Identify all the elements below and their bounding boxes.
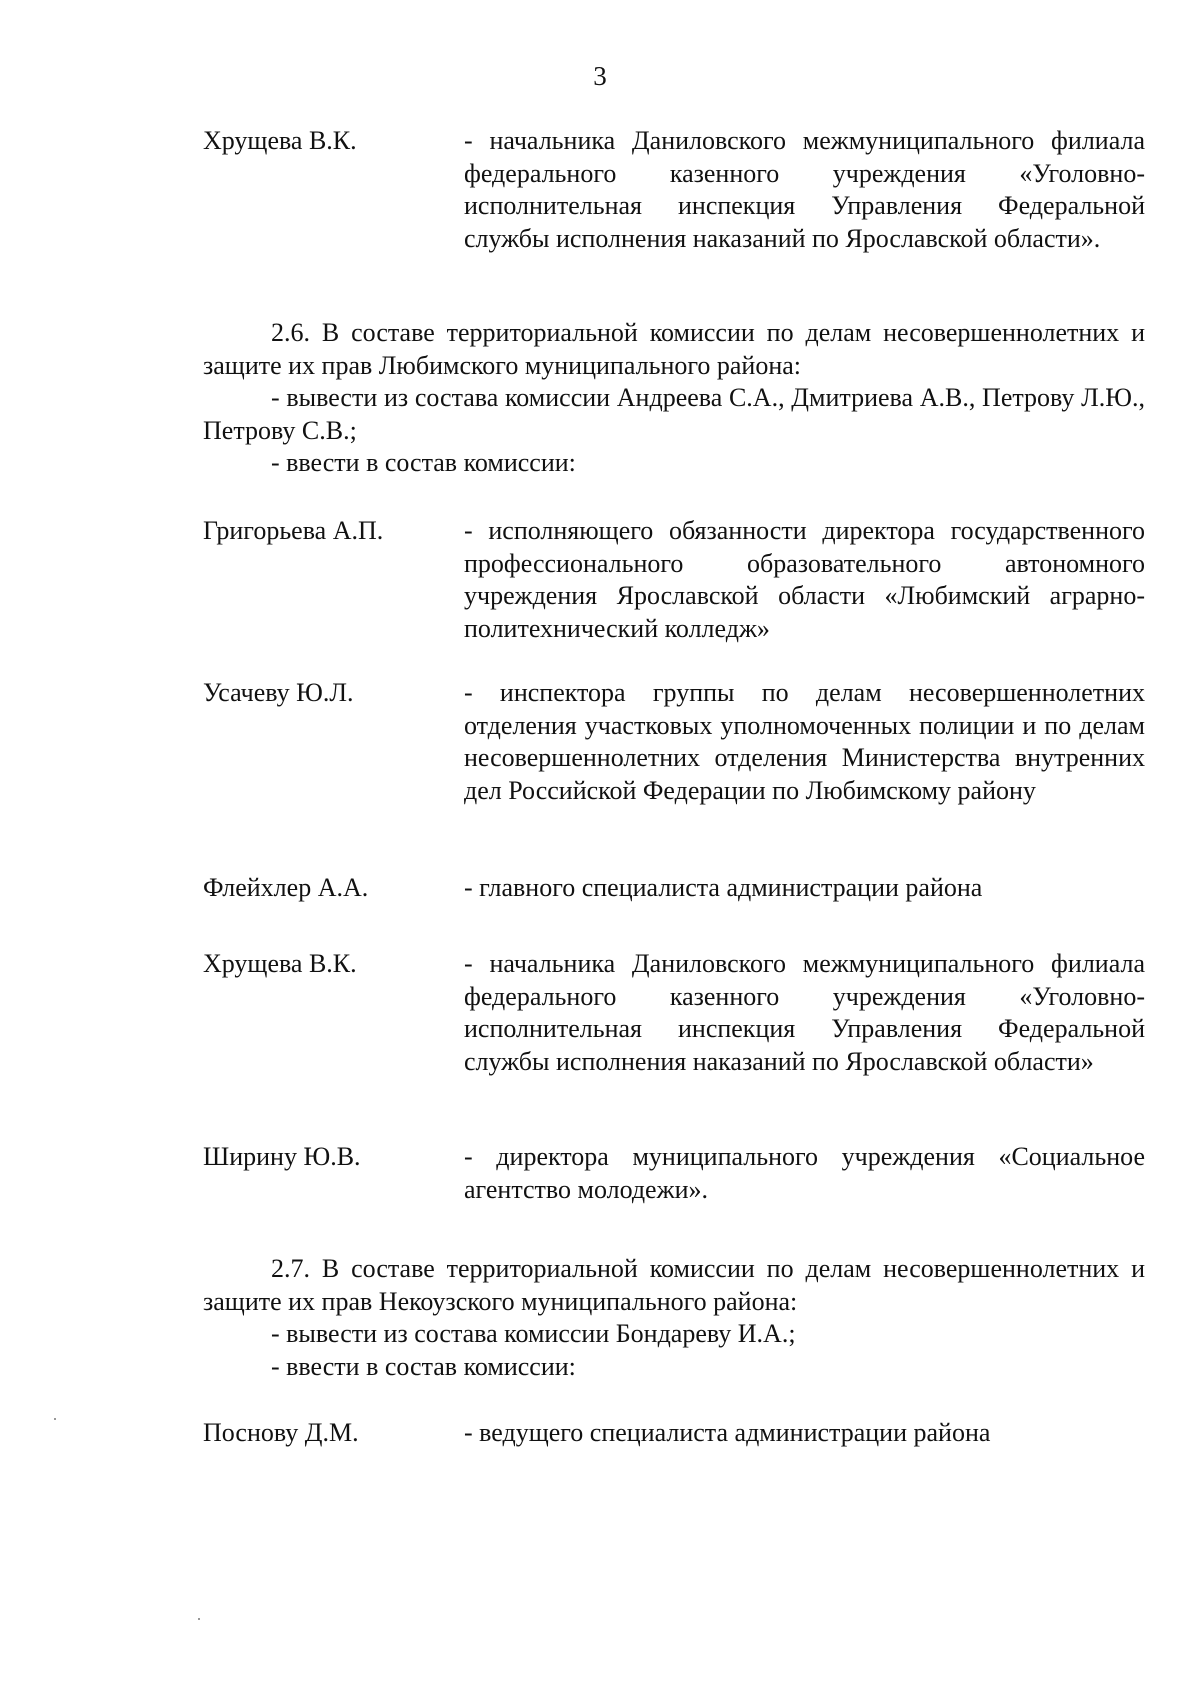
member-name: Григорьева А.П. [203,516,384,545]
section-2-7 [203,1253,1145,1383]
member-position: - инспектора группы по делам несовершеннолетних отделения участковых уполномоченных полиции и по делам несовершеннолетних отделения Министерства внутренних дел Российской Федерации по Любимскому району [464,678,1145,805]
add-members-clause: - ввести в состав комиссии: [271,1351,576,1381]
scan-speck [198,1618,200,1620]
section-heading: 2.6. В составе территориальной комиссии по делам несовершеннолетних и защите их прав Любимского муниципального района: [203,318,1145,380]
member-entry [203,948,1145,1078]
member-name: Флейхлер А.А. [203,873,369,902]
member-position: - директора муниципального учреждения «Социальное агентство молодежи». [464,1142,1145,1204]
member-entry [203,125,1145,255]
member-entry [203,515,1145,645]
member-name: Хрущева В.К. [203,949,357,978]
member-position: - ведущего специалиста администрации района [464,1418,991,1447]
remove-members-clause: - вывести из состава комиссии Андреева С.А., Дмитриева А.В., Петрову Л.Ю., Петрову С.В.; [203,383,1145,445]
page-number: 3 [593,61,607,91]
scan-speck [54,1418,56,1420]
member-entry [203,1141,1145,1206]
member-name: Ширину Ю.В. [203,1142,361,1171]
member-name: Хрущева В.К. [203,126,357,155]
member-position: - начальника Даниловского межмуниципального филиала федерального казенного учреждения «Уголовно-исполнительная инспекция Управления Федеральной службы исполнения наказаний по Ярославской области» [464,949,1145,1076]
remove-members-clause: - вывести из состава комиссии Бондареву И.А.; [271,1319,796,1348]
member-entry [203,677,1145,807]
member-name: Поснову Д.М. [203,1418,359,1447]
add-members-clause: - ввести в состав комиссии: [271,448,576,477]
member-entry [203,1417,1145,1450]
member-position: - главного специалиста администрации района [464,873,983,902]
member-name: Усачеву Ю.Л. [203,678,354,707]
section-2-6 [203,317,1145,480]
member-entry [203,872,1145,905]
member-position: - начальника Даниловского межмуниципального филиала федерального казенного учреждения «Уголовно-исполнительная инспекция Управления Федеральной службы исполнения наказаний по Ярославской области». [464,126,1145,253]
member-position: - исполняющего обязанности директора государственного профессионального образовательного автономного учреждения Ярославской области «Любимский аграрно-политехнический колледж» [464,516,1145,643]
section-heading: 2.7. В составе территориальной комиссии по делам несовершеннолетних и защите их прав Некоузского муниципального района: [203,1254,1145,1316]
